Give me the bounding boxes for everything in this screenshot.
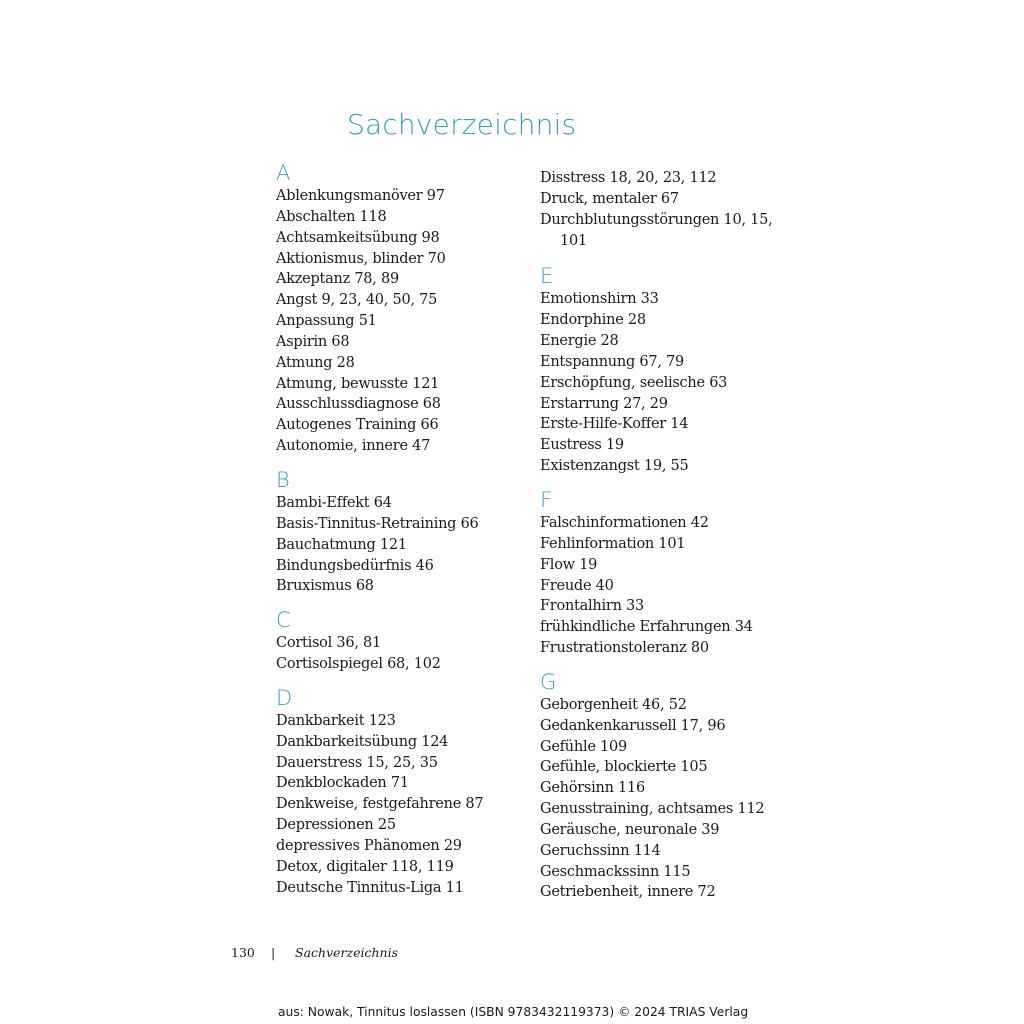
index-entry: Erschöpfung, seelische 63 <box>540 374 728 391</box>
index-entry: Detox, digitaler 118, 119 <box>276 858 454 875</box>
index-section-e <box>540 265 790 477</box>
index-entry: Akzeptanz 78, 89 <box>276 271 399 288</box>
index-entry: Bindungsbedürfnis 46 <box>276 557 434 574</box>
index-entry: Dankbarkeitsübung 124 <box>276 733 449 750</box>
index-entry: Druck, mentaler 67 <box>540 190 679 207</box>
index-entry: Denkblockaden 71 <box>276 775 409 792</box>
index-entry: Energie 28 <box>540 333 619 350</box>
index-entry: Atmung 28 <box>276 354 355 371</box>
index-entry: depressives Phänomen 29 <box>276 837 462 854</box>
index-entry: Bambi-Effekt 64 <box>276 494 392 511</box>
section-letter: B <box>276 467 290 492</box>
index-entry: Dankbarkeit 123 <box>276 712 396 729</box>
index-entry: Gefühle 109 <box>540 738 627 755</box>
index-entry: Gedankenkarussell 17, 96 <box>540 717 726 734</box>
index-section-d <box>276 687 526 899</box>
index-entry: Falschinformationen 42 <box>540 514 709 531</box>
index-entry: Ablenkungsmanöver 97 <box>276 188 445 204</box>
index-entry: Geborgenheit 46, 52 <box>540 696 687 713</box>
index-entry: Achtsamkeitsübung 98 <box>276 229 440 246</box>
index-entry: Eustress 19 <box>540 437 624 454</box>
section-letter: A <box>276 161 291 185</box>
index-section-f <box>540 489 790 659</box>
footer-separator: | <box>271 945 276 960</box>
index-entry: Flow 19 <box>540 556 598 573</box>
index-entry: Gefühle, blockierte 105 <box>540 759 708 776</box>
index-entry: Freude 40 <box>540 577 614 594</box>
index-entry: Aspirin 68 <box>276 333 350 350</box>
index-section-b <box>276 469 526 597</box>
index-entry: Abschalten 118 <box>276 208 387 225</box>
index-entry: Cortisolspiegel 68, 102 <box>276 656 441 673</box>
page-number: 130 <box>231 945 255 960</box>
index-section-c <box>276 609 526 675</box>
index-entry: Atmung, bewusste 121 <box>276 375 440 392</box>
source-citation: aus: Nowak, Tinnitus loslassen (ISBN 9783432119373) © 2024 TRIAS Verlag <box>278 1005 749 1019</box>
index-entry: Bauchatmung 121 <box>276 536 407 553</box>
index-entry: Autogenes Training 66 <box>276 417 439 434</box>
index-entry: frühkindliche Erfahrungen 34 <box>540 619 753 636</box>
index-entry-continuation: 101 <box>560 232 587 249</box>
footer-section-name: Sachverzeichnis <box>295 945 398 960</box>
index-entry: Endorphine 28 <box>540 312 646 329</box>
index-entry: Depressionen 25 <box>276 817 396 834</box>
index-entry: Frustrationstoleranz 80 <box>540 640 709 657</box>
index-entry: Ausschlussdiagnose 68 <box>276 396 441 413</box>
index-section-g <box>540 671 790 903</box>
index-entry: Erste-Hilfe-Koffer 14 <box>540 416 689 433</box>
index-entry: Dauerstress 15, 25, 35 <box>276 754 438 771</box>
index-section-d-continued <box>540 168 790 251</box>
section-letter: G <box>540 669 557 694</box>
index-entry: Frontalhirn 33 <box>540 598 644 615</box>
index-entry: Autonomie, innere 47 <box>276 438 431 455</box>
section-letter: D <box>276 685 293 710</box>
index-entry: Geräusche, neuronale 39 <box>540 821 720 838</box>
index-column-right <box>540 168 790 915</box>
index-entry: Erstarrung 27, 29 <box>540 395 668 412</box>
index-entry: Entspannung 67, 79 <box>540 353 684 370</box>
index-entry: Getriebenheit, innere 72 <box>540 884 716 901</box>
index-entry: Genusstraining, achtsames 112 <box>540 801 765 818</box>
index-entry: Cortisol 36, 81 <box>276 635 382 652</box>
index-section-a <box>276 162 526 457</box>
index-entry: Gehörsinn 116 <box>540 780 645 797</box>
index-entry: Bruxismus 68 <box>276 578 374 595</box>
index-column-left <box>276 162 526 910</box>
page-title: Sachverzeichnis <box>347 108 577 141</box>
index-entry: Geruchssinn 114 <box>540 842 661 859</box>
index-entry: Durchblutungsstörungen 10, 15, <box>540 211 773 228</box>
index-entry: Emotionshirn 33 <box>540 291 659 308</box>
section-letter: E <box>540 264 554 289</box>
index-entry: Denkweise, festgefahrene 87 <box>276 796 484 813</box>
index-entry: Basis-Tinnitus-Retraining 66 <box>276 515 479 532</box>
section-letter: F <box>540 487 553 512</box>
index-entry: Geschmackssinn 115 <box>540 863 691 880</box>
index-entry: Disstress 18, 20, 23, 112 <box>540 170 717 186</box>
section-letter: C <box>276 608 291 633</box>
index-entry: Angst 9, 23, 40, 50, 75 <box>276 292 438 309</box>
page-footer <box>231 945 398 960</box>
index-entry: Deutsche Tinnitus-Liga 11 <box>276 879 464 896</box>
index-entry: Anpassung 51 <box>276 313 377 330</box>
index-entry: Existenzangst 19, 55 <box>540 458 689 475</box>
index-entry: Aktionismus, blinder 70 <box>276 250 446 267</box>
index-entry: Fehlinformation 101 <box>540 535 686 552</box>
